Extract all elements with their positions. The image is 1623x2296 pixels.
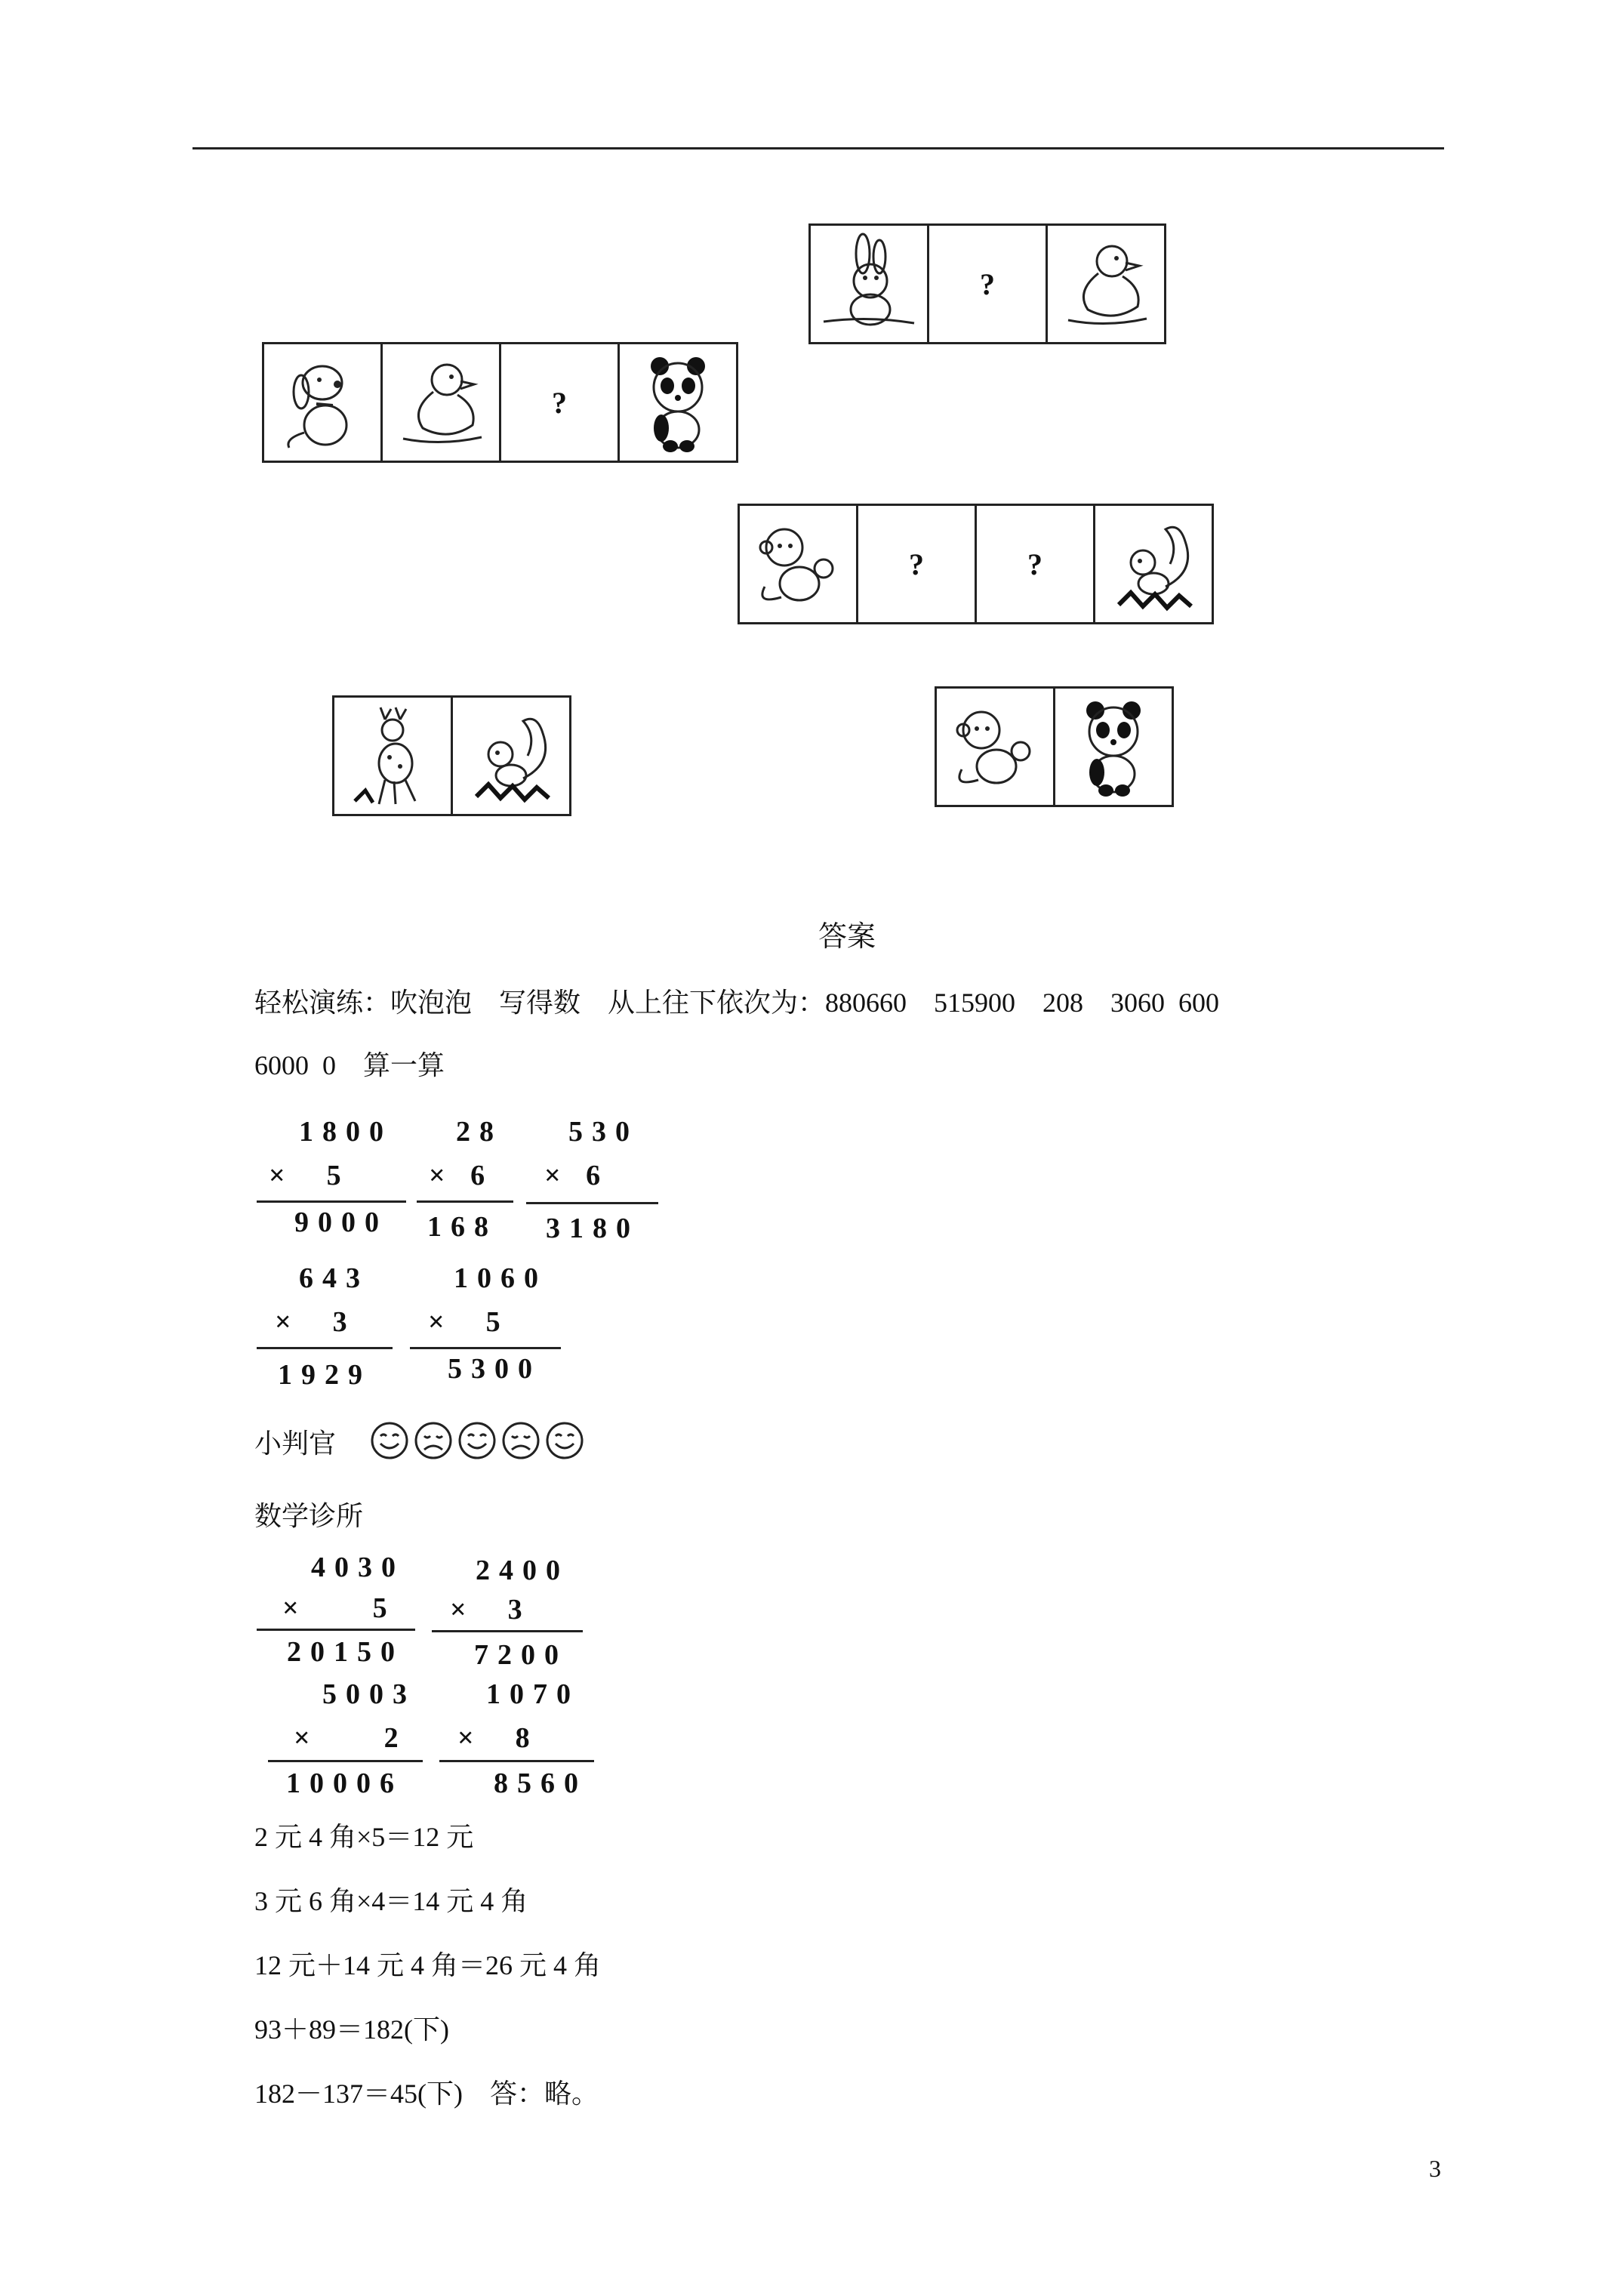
multiplication-2 <box>417 1116 515 1243</box>
calc-result: 9000 <box>294 1207 388 1238</box>
puzzle-strip-5 <box>935 686 1174 807</box>
monkey-icon <box>745 511 851 617</box>
calc-result: 1929 <box>278 1359 371 1391</box>
calc-multiplier: × 2 <box>294 1722 408 1754</box>
calc-top: 1070 <box>486 1678 580 1710</box>
equation-5: 182－137＝45(下) 答：略。 <box>254 2079 599 2109</box>
page-number: 3 <box>1429 2155 1441 2182</box>
cell <box>451 698 569 814</box>
calc-top: 4030 <box>311 1552 405 1583</box>
header-rule <box>192 147 1444 149</box>
calc-multiplier: × 6 <box>429 1160 494 1191</box>
question-mark: ? <box>909 547 924 581</box>
judge-faces <box>370 1421 584 1460</box>
calc-multiplier: × 3 <box>450 1594 531 1626</box>
cell <box>334 698 451 814</box>
multiplication-6 <box>257 1553 415 1674</box>
multiplication-4 <box>257 1262 393 1391</box>
calc-top: 28 <box>456 1116 503 1148</box>
calc-top: 1060 <box>454 1262 547 1294</box>
calc-multiplier: × 5 <box>428 1306 510 1338</box>
cell <box>1046 226 1164 342</box>
cell <box>264 344 380 461</box>
frown-face-icon <box>414 1421 453 1460</box>
cell <box>1053 689 1172 805</box>
cell <box>1093 506 1212 622</box>
puzzle-strip-1 <box>808 223 1166 344</box>
equation-2: 3 元 6 角×4＝14 元 4 角 <box>254 1886 528 1916</box>
calc-top: 530 <box>568 1116 639 1148</box>
calc-top: 1800 <box>299 1116 393 1148</box>
calc-result: 168 <box>427 1211 497 1243</box>
calc-top: 5003 <box>322 1678 416 1710</box>
equation-3: 12 元＋14 元 4 角＝26 元 4 角 <box>254 1950 602 1980</box>
calc-line <box>268 1760 423 1762</box>
dog-icon <box>269 350 375 455</box>
multiplication-9 <box>439 1680 594 1801</box>
cell <box>740 506 856 622</box>
question-mark: ? <box>980 267 995 301</box>
calc-top: 2400 <box>476 1555 569 1586</box>
answers-title: 答案 <box>818 921 876 953</box>
calc-result: 10006 <box>286 1767 403 1799</box>
calc-top: 643 <box>299 1262 369 1294</box>
squirrel-icon <box>458 703 564 809</box>
panda-icon <box>625 350 731 455</box>
calc-multiplier: × 3 <box>275 1306 356 1338</box>
cell <box>937 689 1053 805</box>
answer-line-2: 6000 0 算一算 <box>254 1050 445 1080</box>
frown-face-icon <box>501 1421 540 1460</box>
calc-result: 7200 <box>474 1639 568 1671</box>
calc-result: 3180 <box>546 1213 639 1244</box>
panda-icon <box>1061 694 1166 800</box>
calc-line <box>432 1630 583 1632</box>
smile-face-icon <box>370 1421 409 1460</box>
duck-icon <box>388 350 494 455</box>
calc-line <box>417 1200 513 1203</box>
squirrel-icon <box>1101 511 1206 617</box>
puzzle-strip-4 <box>332 695 571 816</box>
equation-1: 2 元 4 角×5＝12 元 <box>254 1822 474 1852</box>
question-mark: ? <box>1027 547 1042 581</box>
calc-line <box>257 1629 415 1631</box>
judge-label: 小判官 <box>254 1428 337 1459</box>
smile-face-icon <box>457 1421 497 1460</box>
smile-face-icon <box>545 1421 584 1460</box>
calc-multiplier: × 5 <box>269 1160 350 1191</box>
multiplication-3 <box>526 1116 658 1244</box>
cell <box>380 344 499 461</box>
monkey-icon <box>942 694 1048 800</box>
multiplication-7 <box>432 1553 583 1674</box>
calc-line <box>410 1347 561 1349</box>
answer-line-1: 轻松演练：吹泡泡 写得数 从上往下依次为：880660 515900 208 3060 600 <box>254 988 1220 1018</box>
cell <box>856 506 975 622</box>
multiplication-8 <box>268 1680 423 1801</box>
calc-line <box>257 1347 393 1349</box>
cell <box>617 344 736 461</box>
multiplication-1 <box>257 1117 408 1238</box>
puzzle-strip-2 <box>262 342 738 463</box>
calc-line <box>526 1202 658 1204</box>
multiplication-5 <box>410 1264 561 1385</box>
rabbit-icon <box>816 231 922 337</box>
cell <box>927 226 1046 342</box>
calc-result: 20150 <box>287 1636 404 1668</box>
calc-line <box>439 1760 594 1762</box>
cell <box>499 344 617 461</box>
cell <box>811 226 927 342</box>
calc-result: 8560 <box>494 1767 587 1799</box>
puzzle-strip-3 <box>738 504 1214 624</box>
calc-result: 5300 <box>448 1353 541 1385</box>
deer-icon <box>340 703 445 809</box>
calc-multiplier: × 8 <box>457 1722 539 1754</box>
clinic-label: 数学诊所 <box>254 1501 364 1531</box>
question-mark: ? <box>552 385 567 420</box>
calc-multiplier: × 6 <box>544 1160 610 1191</box>
calc-line <box>257 1200 406 1203</box>
calc-multiplier: × 5 <box>282 1592 396 1624</box>
duck-icon <box>1053 231 1159 337</box>
cell <box>975 506 1093 622</box>
equation-4: 93＋89＝182(下) <box>254 2014 449 2045</box>
